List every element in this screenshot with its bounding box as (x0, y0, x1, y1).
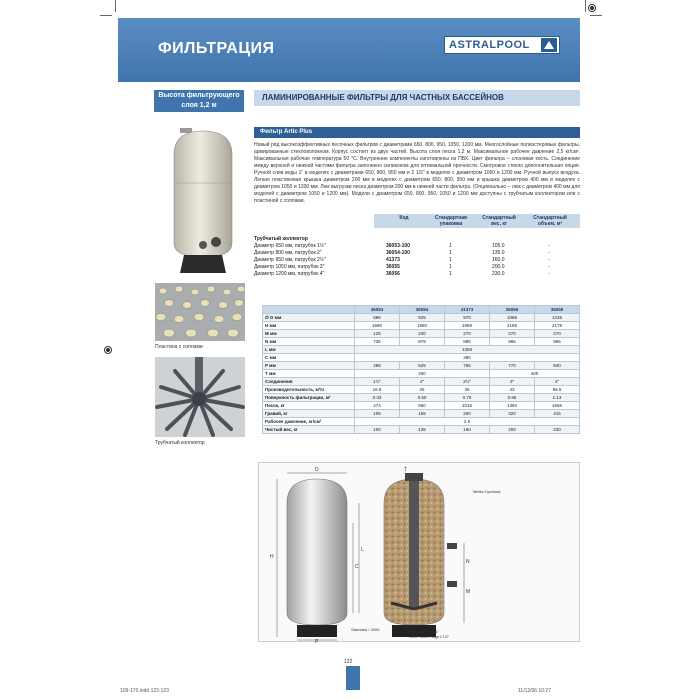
table-row (254, 264, 580, 271)
dim-code: 41373 (445, 306, 490, 314)
dim-value: 660 (400, 402, 445, 410)
nozzle-plate-caption: Пластина с соплами (155, 344, 203, 350)
dim-label: Производительность, м³/ч (263, 386, 355, 394)
filter-tank-photo (170, 125, 236, 275)
dim-value: 260 (445, 410, 490, 418)
nozzle-plate-image (155, 283, 245, 341)
dim-value: 320 (490, 410, 535, 418)
footer-filename: 109-170.indd 122-123 (120, 688, 169, 694)
col-weight: Стандартный вес, кг (482, 215, 516, 227)
dim-value: 200 (355, 370, 490, 378)
row-pack: 1 (449, 243, 452, 249)
dim-c-label: C (355, 564, 359, 570)
dim-value: 474 (355, 402, 400, 410)
dim-l-label: L (361, 547, 364, 553)
dim-value: 0.86 (490, 394, 535, 402)
table-row (263, 378, 580, 386)
row-code: 41373 (386, 257, 400, 263)
dim-value: 1850 (400, 322, 445, 330)
dim-label: L мм (263, 346, 355, 354)
drain-note-1: 650 - 800 Purga 1" (409, 630, 440, 634)
crop-mark (590, 15, 602, 16)
filter-drawing (259, 463, 581, 643)
dim-value: 56.5 (535, 386, 580, 394)
standard-label: Standard / 2005 (351, 627, 380, 632)
dim-value: 160 (445, 426, 490, 434)
dim-value: 135 (400, 426, 445, 434)
dim-value: 825 (400, 314, 445, 322)
dim-value: 270 (490, 330, 535, 338)
dim-value: 735 (355, 338, 400, 346)
dim-label: T мм (263, 370, 355, 378)
dimension-table (262, 305, 580, 434)
table-row (263, 418, 580, 426)
crop-mark (585, 0, 586, 12)
dim-label: ∅ D мм (263, 314, 355, 322)
table-row (263, 402, 580, 410)
dim-value: 770 (490, 362, 535, 370)
collector-photo (155, 357, 245, 437)
dim-value: 2178 (535, 322, 580, 330)
table-row (254, 250, 580, 257)
dim-code: 36056 (535, 306, 580, 314)
dim-label: Рабочее давление, кг/см² (263, 418, 355, 426)
table-row (263, 330, 580, 338)
collector-caption: Трубчатый коллектор (155, 440, 205, 446)
dim-label: Соединения (263, 378, 355, 386)
page-title: ФИЛЬТРАЦИЯ (158, 40, 275, 57)
dim-value: 878 (400, 338, 445, 346)
product-description: Новый ряд высокоэффективных песочных фильтров с диаметрами 650, 800, 950, 1050, 1200 мм. Многослойные полиэстеровые фильтры, армированные стекловолокном. Корпус состоит из двух частей. Высота слоя песка 1,2 м. Максимальное рабочее давление 2,5 кг/см². Максимальная рабочая температура 50 °С. Внутренние компоненты изготовлены из ПВХ. Цвет фильтра – слоновая кость. Соединение между верхней и нижней частями фильтра заполнено силиконом для оптимальной прочности. Смотровое стекло дополнительная опция. Ручной слив воды 1" в моделях с диаметрами 650, 800, 950 мм и 2 1/2" в моделях с диаметром 1050 и 1200 мм. Ручной выпуск воздуха. Легкая пластиковая крышка диаметром 200 мм в моделях с диаметром 650, 800, 950 мм и крышка диаметром 400 мм в моделях с диаметром 1050 и 1200 мм. Люк выгрузки песка диаметром 200 мм в нижней части фильтра. (Опционально – люк с диаметром 400 мм для моделей с диаметром 1050 и 1200 мм). Модели с диаметром 650, 800, 950, 1050 и 1200 мм доступны с трубчатым коллектором или с пластиной с соплами. (254, 142, 580, 204)
table-row (263, 346, 580, 354)
dim-value: 3" (490, 378, 535, 386)
dim-code: 36053 (355, 306, 400, 314)
table-row (263, 386, 580, 394)
dim-value: 100 (355, 426, 400, 434)
dim-value: 2" (400, 378, 445, 386)
col-code: Код (399, 215, 409, 221)
dim-header-blank (263, 306, 355, 314)
dim-value: 686 (355, 314, 400, 322)
row-code: 36053-100 (386, 243, 410, 249)
table-row (263, 338, 580, 346)
dim-value: 415 (535, 410, 580, 418)
logo-triangle-icon (541, 38, 557, 52)
dim-t-label: T (404, 467, 408, 473)
dim-value: 4" (535, 378, 580, 386)
dim-label: Гравий, кг (263, 410, 355, 418)
row-code: 36055 (386, 264, 400, 270)
side-label: Высота фильтрующего слоя 1,2 м (154, 90, 244, 112)
row-name: Диаметр 1200 мм, патрубок 4" (254, 271, 325, 277)
dim-header-row (263, 306, 580, 314)
dim-value: 43 (490, 386, 535, 394)
row-weight: 135.0 (492, 250, 505, 256)
dim-value: 165 (400, 410, 445, 418)
dim-value: 2½" (445, 378, 490, 386)
group-name: Трубчатый коллектор (254, 236, 308, 242)
dim-value: 885 (445, 338, 490, 346)
dim-label: P мм (263, 362, 355, 370)
dim-value: 125 (355, 330, 400, 338)
table-row (254, 271, 580, 278)
dim-value: 1½" (355, 378, 400, 386)
optional-sight-label: Mirilla Opcional (473, 489, 501, 494)
dim-label: M мм (263, 330, 355, 338)
dim-value: 0.70 (445, 394, 490, 402)
dim-value: 0.50 (400, 394, 445, 402)
dim-value: 965 (490, 338, 535, 346)
dim-value: 16.5 (355, 386, 400, 394)
row-volume: - (548, 264, 550, 270)
dim-value: 230 (400, 330, 445, 338)
astralpool-logo (444, 36, 560, 54)
section-title: ЛАМИНИРОВАННЫЕ ФИЛЬТРЫ ДЛЯ ЧАСТНЫХ БАССЕЙНОВ (262, 93, 504, 102)
dim-value: 496 (355, 362, 400, 370)
dim-value: 1015 (445, 402, 490, 410)
dim-value: 400 (490, 370, 580, 378)
col-volume: Стандартный объем, м³ (533, 215, 567, 227)
dim-value: 270 (445, 330, 490, 338)
dim-label: H мм (263, 322, 355, 330)
table-row (263, 322, 580, 330)
row-pack: 1 (449, 271, 452, 277)
group-label (254, 236, 580, 243)
page-number: 122 (344, 659, 353, 665)
table-row (263, 362, 580, 370)
collector-image (155, 357, 245, 437)
crop-mark (115, 0, 116, 12)
row-weight: 160.0 (492, 257, 505, 263)
dim-value: 1665 (535, 402, 580, 410)
table-row (263, 410, 580, 418)
row-volume: - (548, 250, 550, 256)
dim-value: 1086 (490, 314, 535, 322)
footer-tab (346, 666, 360, 690)
row-volume: - (548, 243, 550, 249)
dim-value: 390 (355, 354, 580, 362)
row-name: Диаметр 800 мм, патрубок 2" (254, 250, 322, 256)
dim-value: 940 (535, 362, 580, 370)
table-row (254, 243, 580, 250)
dim-value: 1359 (355, 346, 580, 354)
dim-value: 200 (490, 426, 535, 434)
dim-value: 35 (445, 386, 490, 394)
footer-date: 11/12/06 10:27 (518, 688, 551, 694)
row-name: Диаметр 650 мм, патрубок 1½" (254, 243, 326, 249)
table-row (254, 257, 580, 264)
dim-label: N мм (263, 338, 355, 346)
dim-label: C мм (263, 354, 355, 362)
row-name: Диаметр 1050 мм, патрубок 3" (254, 264, 325, 270)
dim-code: 36054 (400, 306, 445, 314)
dim-value: 1680 (355, 322, 400, 330)
dim-label: Чистый вес, кг (263, 426, 355, 434)
dim-value: 970 (445, 314, 490, 322)
col-pack: Стандартная упаковка (435, 215, 467, 227)
dim-value: 1959 (445, 322, 490, 330)
row-name: Диаметр 950 мм, патрубок 2½" (254, 257, 326, 263)
row-pack: 1 (449, 264, 452, 270)
dim-value: 1394 (490, 402, 535, 410)
row-weight: 230.0 (492, 271, 505, 277)
dim-d-label: D (315, 467, 319, 473)
registration-mark (104, 346, 112, 354)
table-row (263, 370, 580, 378)
dim-value: 270 (535, 330, 580, 338)
dim-value: 2185 (490, 322, 535, 330)
row-volume: - (548, 257, 550, 263)
nozzle-plate-photo (155, 283, 245, 341)
row-code: 36054-100 (386, 250, 410, 256)
dim-value: 230 (535, 426, 580, 434)
row-pack: 1 (449, 257, 452, 263)
dim-value: 106 (355, 410, 400, 418)
row-weight: 200.0 (492, 264, 505, 270)
dim-n-label: N (466, 559, 470, 565)
dim-value: 965 (535, 338, 580, 346)
table-row (263, 314, 580, 322)
dim-p-label: P (315, 639, 319, 643)
dim-value: 625 (400, 362, 445, 370)
dim-value: 2.5 (355, 418, 580, 426)
table-row (263, 426, 580, 434)
dim-h-label: H (270, 554, 274, 560)
dim-value: 1.13 (535, 394, 580, 402)
row-code: 36056 (386, 271, 400, 277)
crop-mark (100, 15, 112, 16)
table-row (263, 394, 580, 402)
dim-value: 765 (445, 362, 490, 370)
dim-value: 25 (400, 386, 445, 394)
logo-text: ASTRALPOOL (449, 39, 530, 51)
dim-m-label: M (466, 589, 471, 595)
row-weight: 105.0 (492, 243, 505, 249)
dim-label: Поверхность фильтрации, м² (263, 394, 355, 402)
product-name: Фильтр Artic Plus (254, 127, 580, 138)
dim-value: 1235 (535, 314, 580, 322)
dim-label: Песок, кг (263, 402, 355, 410)
drain-note-2: 1050 - 1200 Purga 2 1/2" (409, 635, 450, 639)
dim-value: 0.33 (355, 394, 400, 402)
dim-code: 36055 (490, 306, 535, 314)
table-row (263, 354, 580, 362)
registration-mark (588, 4, 596, 12)
row-pack: 1 (449, 250, 452, 256)
technical-diagram (258, 462, 580, 642)
row-volume: - (548, 271, 550, 277)
